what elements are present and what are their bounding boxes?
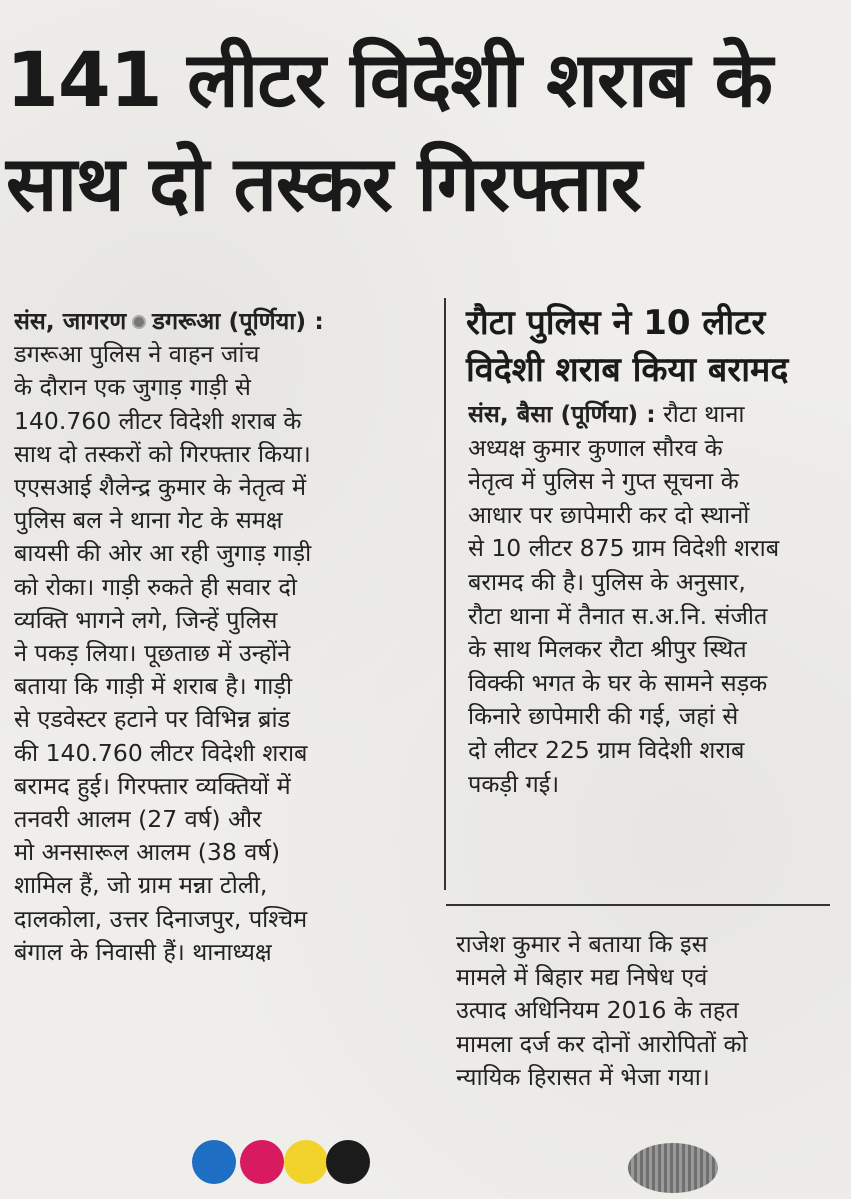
side-line: के साथ मिलकर रौटा श्रीपुर स्थित — [468, 635, 747, 664]
dateline-place: डगरूआ (पूर्णिया) : — [152, 307, 324, 335]
cyan-registration-dot — [192, 1140, 236, 1184]
main-line: बंगाल के निवासी हैं। थानाध्यक्ष — [14, 937, 272, 966]
main-line: साथ दो तस्करों को गिरफ्तार किया। — [14, 439, 311, 468]
bullet-icon — [132, 315, 146, 329]
side-line: विक्की भगत के घर के सामने सड़क — [468, 668, 768, 697]
side-line: किनारे छापेमारी की गई, जहां से — [468, 702, 739, 731]
side-headline-line-2: विदेशी शराब किया बरामद — [466, 350, 789, 390]
main-line: बताया कि गाड़ी में शराब है। गाड़ी — [14, 672, 293, 701]
side-line: आधार पर छापेमारी कर दो स्थानों — [468, 500, 750, 529]
side-line: से 10 लीटर 875 ग्राम विदेशी शराब — [468, 534, 780, 563]
grey-print-mark — [628, 1143, 718, 1193]
headline-line-1: 141 लीटर विदेशी शराब के — [6, 35, 772, 124]
column-divider-vertical — [444, 298, 446, 890]
main-line: तनवरी आलम (27 वर्ष) और — [14, 805, 262, 834]
main-line: मो अनसारूल आलम (38 वर्ष) — [14, 838, 281, 867]
main-line: से एडवेस्टर हटाने पर विभिन्न ब्रांड — [14, 705, 291, 734]
side-line: बरामद की है। पुलिस के अनुसार, — [468, 567, 746, 596]
side-line: नेतृत्व में पुलिस ने गुप्त सूचना के — [468, 467, 739, 496]
main-dateline — [14, 305, 422, 338]
continuation-line: राजेश कुमार ने बताया कि इस — [456, 930, 708, 958]
main-article-continuation — [456, 928, 836, 1094]
main-line: को रोका। गाड़ी रुकते ही सवार दो — [14, 572, 297, 601]
side-line: दो लीटर 225 ग्राम विदेशी शराब — [468, 735, 745, 764]
main-line: दालकोला, उत्तर दिनाजपुर, पश्चिम — [14, 904, 308, 933]
main-line: शामिल हैं, जो ग्राम मन्ना टोली, — [14, 871, 268, 900]
black-registration-dot — [326, 1140, 370, 1184]
main-line: डगरूआ पुलिस ने वाहन जांच — [14, 340, 260, 369]
headline — [6, 28, 846, 236]
main-line: व्यक्ति भागने लगे, जिन्हें पुलिस — [14, 605, 278, 634]
box-divider-horizontal — [446, 904, 830, 906]
side-line: अध्यक्ष कुमार कुणाल सौरव के — [468, 433, 723, 462]
main-line: एएसआई शैलेन्द्र कुमार के नेतृत्व में — [14, 473, 307, 502]
main-line: पुलिस बल ने थाना गेट के समक्ष — [14, 506, 283, 535]
yellow-registration-dot — [284, 1140, 328, 1184]
side-line: पकड़ी गई। — [468, 769, 560, 798]
side-line: रौटा थाना — [663, 400, 745, 428]
headline-line-2: साथ दो तस्कर गिरफ्तार — [6, 139, 641, 228]
side-line: रौटा थाना में तैनात स.अ.नि. संजीत — [468, 601, 768, 630]
main-line: के दौरान एक जुगाड़ गाड़ी से — [14, 373, 251, 402]
main-line: बायसी की ओर आ रही जुगाड़ गाड़ी — [14, 539, 312, 568]
dateline-source: संस, जागरण — [14, 307, 127, 335]
magenta-registration-dot — [240, 1140, 284, 1184]
main-line: 140.760 लीटर विदेशी शराब के — [14, 406, 302, 435]
main-line: बरामद हुई। गिरफ्तार व्यक्तियों में — [14, 771, 291, 800]
continuation-line: उत्पाद अधिनियम 2016 के तहत — [456, 996, 739, 1025]
continuation-line: मामले में बिहार मद्य निषेध एवं — [456, 963, 708, 992]
continuation-line: मामला दर्ज कर दोनों आरोपितों को — [456, 1029, 748, 1058]
side-first-line — [468, 398, 838, 432]
continuation-line: न्यायिक हिरासत में भेजा गया। — [456, 1062, 710, 1091]
side-headline-line-1: रौटा पुलिस ने 10 लीटर — [466, 303, 766, 343]
main-line: की 140.760 लीटर विदेशी शराब — [14, 738, 308, 767]
side-headline — [466, 300, 846, 394]
main-article-column — [14, 305, 422, 969]
main-line: ने पकड़ लिया। पूछताछ में उन्होंने — [14, 639, 291, 668]
side-article-column — [468, 398, 838, 801]
side-dateline: संस, बैसा (पूर्णिया) : — [468, 400, 656, 428]
